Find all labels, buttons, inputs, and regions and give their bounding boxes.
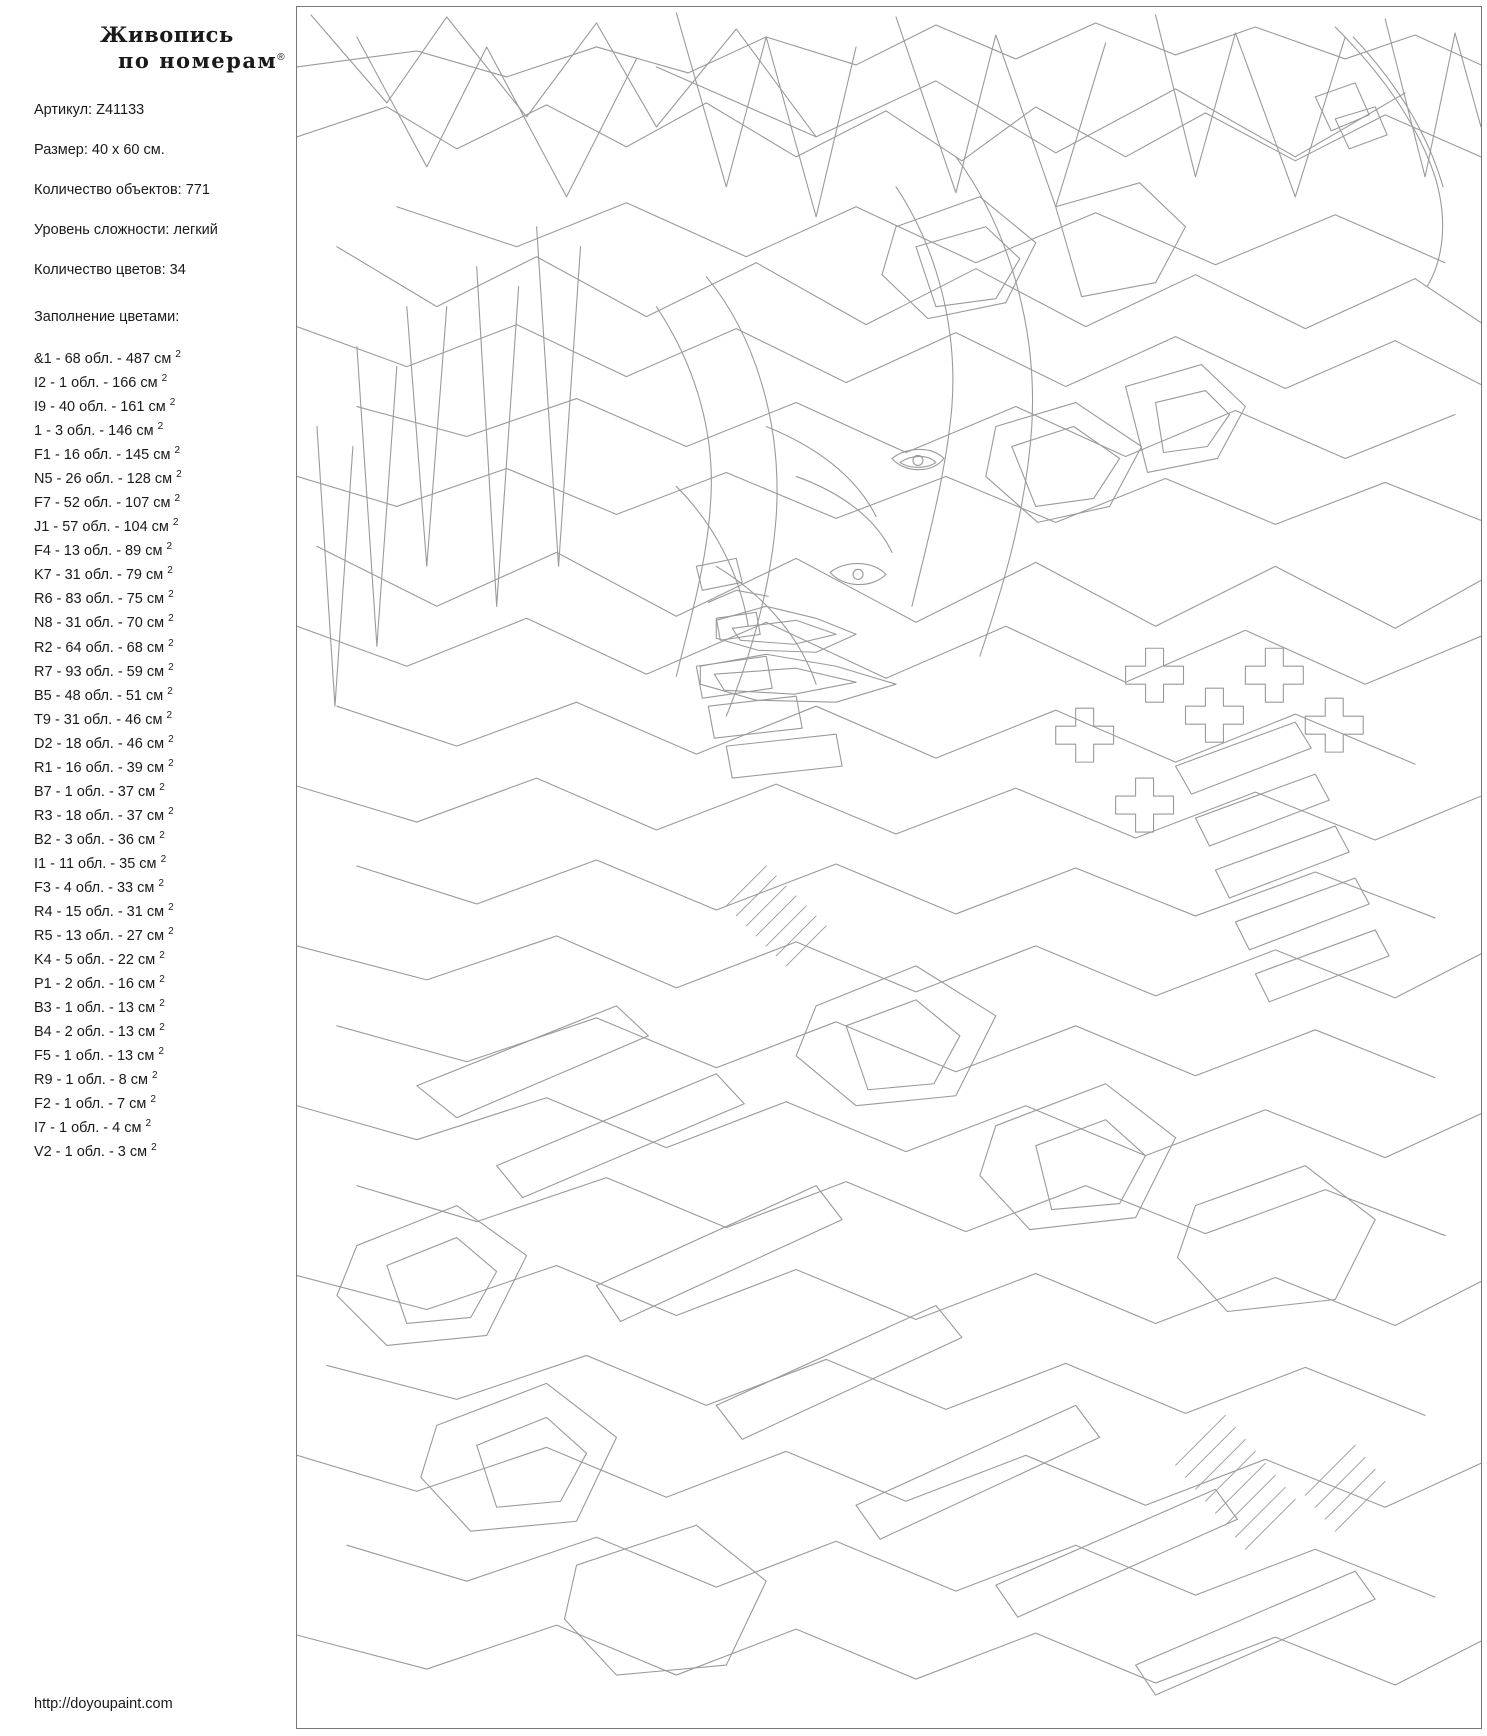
color-legend-superscript: 2 xyxy=(159,997,165,1009)
color-legend-item xyxy=(34,1042,320,1066)
color-legend-superscript: 2 xyxy=(176,469,182,481)
meta-article: Артикул: Z41133 xyxy=(34,101,145,118)
color-legend-item xyxy=(34,1018,320,1042)
color-legend-item xyxy=(34,826,320,850)
brand-line-2 xyxy=(118,48,320,74)
color-legend-item xyxy=(34,441,320,465)
color-legend-item xyxy=(34,658,320,682)
color-legend-superscript: 2 xyxy=(168,637,174,649)
color-legend-item xyxy=(34,609,320,633)
color-legend-text: F1 - 16 обл. - 145 см xyxy=(34,447,175,464)
color-legend-item xyxy=(34,1138,320,1162)
color-legend-superscript: 2 xyxy=(157,421,164,433)
color-legend-superscript: 2 xyxy=(160,853,167,865)
color-legend-text: K7 - 31 обл. - 79 см xyxy=(34,567,168,584)
color-legend-text: J1 - 57 обл. - 104 см xyxy=(34,519,173,536)
color-legend-text: F2 - 1 обл. - 7 см xyxy=(34,1095,151,1112)
color-legend-item xyxy=(34,922,320,946)
color-legend-text: I9 - 40 обл. - 161 см xyxy=(34,399,170,416)
color-legend-superscript: 2 xyxy=(168,589,174,601)
color-legend-item xyxy=(34,730,320,754)
color-legend-text: F7 - 52 обл. - 107 см xyxy=(34,495,175,512)
color-legend-item xyxy=(34,874,320,898)
color-legend-item xyxy=(34,634,320,658)
color-legend-superscript: 2 xyxy=(166,709,173,721)
color-legend-superscript: 2 xyxy=(172,517,179,529)
color-legend-text: D2 - 18 обл. - 46 см xyxy=(34,735,169,752)
color-legend-item xyxy=(34,561,320,585)
color-legend-text: 1 - 3 обл. - 146 см xyxy=(34,423,158,440)
color-legend-superscript: 2 xyxy=(169,397,176,409)
color-legend-item xyxy=(34,1066,320,1090)
color-legend-superscript: 2 xyxy=(168,925,174,937)
color-legend-text: &1 - 68 обл. - 487 см xyxy=(34,350,176,367)
fill-section-title: Заполнение цветами: xyxy=(34,309,180,326)
color-legend-item xyxy=(34,682,320,706)
artwork-canvas xyxy=(296,6,1482,1729)
color-legend-text: R2 - 64 обл. - 68 см xyxy=(34,639,169,656)
color-legend-superscript: 2 xyxy=(167,565,173,577)
color-legend-item xyxy=(34,345,320,369)
color-legend-superscript: 2 xyxy=(145,1118,152,1130)
color-legend-text: F5 - 1 обл. - 13 см xyxy=(34,1047,159,1064)
color-legend-item xyxy=(34,970,320,994)
color-legend-text: F3 - 4 обл. - 33 см xyxy=(34,879,159,896)
color-legend-superscript: 2 xyxy=(168,733,174,745)
color-legend-text: R7 - 93 обл. - 59 см xyxy=(34,663,169,680)
color-legend-text: I1 - 11 обл. - 35 см xyxy=(34,855,161,872)
color-legend-superscript: 2 xyxy=(151,1142,157,1154)
color-legend-superscript: 2 xyxy=(161,373,168,385)
color-legend-text: P1 - 2 обл. - 16 см xyxy=(34,975,160,992)
color-legend-superscript: 2 xyxy=(159,949,165,961)
color-legend-superscript: 2 xyxy=(174,493,181,505)
registered-mark: ® xyxy=(277,52,287,64)
color-legend-text: R3 - 18 обл. - 37 см xyxy=(34,807,169,824)
color-legend-superscript: 2 xyxy=(158,877,164,889)
color-legend-item xyxy=(34,754,320,778)
meta-colors: Количество цветов: 34 xyxy=(34,262,186,278)
color-legend-superscript: 2 xyxy=(168,661,174,673)
color-legend-item xyxy=(34,898,320,922)
color-legend-text: V2 - 1 обл. - 3 см xyxy=(34,1143,152,1160)
color-legend-superscript: 2 xyxy=(175,349,181,361)
color-legend-superscript: 2 xyxy=(168,757,174,769)
color-legend-text: B2 - 3 обл. - 36 см xyxy=(34,831,160,848)
color-legend-superscript: 2 xyxy=(150,1094,156,1106)
color-legend-item xyxy=(34,802,320,826)
brand-line-2-text: по номерам xyxy=(118,48,278,74)
color-legend-item xyxy=(34,850,320,874)
color-legend-superscript: 2 xyxy=(168,805,174,817)
color-legend-superscript: 2 xyxy=(174,445,181,457)
color-legend-text: I2 - 1 обл. - 166 см xyxy=(34,374,162,391)
brand-logo xyxy=(100,22,320,75)
color-legend-superscript: 2 xyxy=(151,1070,158,1082)
color-legend-superscript: 2 xyxy=(159,781,165,793)
color-legend-item xyxy=(34,1114,320,1138)
color-legend-superscript: 2 xyxy=(168,901,174,913)
color-legend-text: I7 - 1 обл. - 4 см xyxy=(34,1119,146,1136)
color-legend-superscript: 2 xyxy=(159,973,165,985)
footer-website-url: http://doyoupaint.com xyxy=(34,1696,173,1712)
color-legend-item xyxy=(34,417,320,441)
color-legend-text: B4 - 2 обл. - 13 см xyxy=(34,1023,160,1040)
color-legend-text: R5 - 13 обл. - 27 см xyxy=(34,927,169,944)
color-legend-superscript: 2 xyxy=(159,1022,165,1033)
color-legend-text: R6 - 83 обл. - 75 см xyxy=(34,591,169,608)
color-legend-superscript: 2 xyxy=(167,685,173,697)
color-legend-text: T9 - 31 обл. - 46 см xyxy=(34,711,167,728)
color-legend-text: B3 - 1 обл. - 13 см xyxy=(34,999,160,1016)
meta-difficulty: Уровень сложности: легкий xyxy=(34,221,218,238)
color-legend-item xyxy=(34,585,320,609)
color-legend-item xyxy=(34,489,320,513)
color-legend-item xyxy=(34,706,320,730)
color-legend-item xyxy=(34,513,320,537)
color-legend-superscript: 2 xyxy=(166,541,173,553)
brand-line-1: Живопись xyxy=(100,22,234,47)
color-legend-text: F4 - 13 обл. - 89 см xyxy=(34,543,167,560)
color-legend-item xyxy=(34,369,320,393)
meta-objects: Количество объектов: 771 xyxy=(34,181,210,198)
color-legend-text: R9 - 1 обл. - 8 см xyxy=(34,1071,152,1088)
color-legend-text: B5 - 48 обл. - 51 см xyxy=(34,687,168,704)
product-meta xyxy=(34,101,320,280)
color-legend-item xyxy=(34,946,320,970)
color-legend-item xyxy=(34,994,320,1018)
meta-size: Размер: 40 x 60 см. xyxy=(34,141,165,158)
color-legend-text: R1 - 16 обл. - 39 см xyxy=(34,759,169,776)
info-panel xyxy=(0,0,330,1736)
color-legend-text: R4 - 15 обл. - 31 см xyxy=(34,903,169,920)
color-legend-list xyxy=(34,345,320,1162)
color-legend-text: N8 - 31 обл. - 70 см xyxy=(34,615,169,632)
outline-drawing xyxy=(297,7,1481,1728)
color-legend-superscript: 2 xyxy=(159,829,165,841)
color-legend-text: B7 - 1 обл. - 37 см xyxy=(34,783,160,800)
color-legend-item xyxy=(34,393,320,417)
color-legend-item xyxy=(34,465,320,489)
color-legend-text: N5 - 26 обл. - 128 см xyxy=(34,471,177,488)
color-legend-item xyxy=(34,778,320,802)
color-legend-item xyxy=(34,537,320,561)
color-legend-text: K4 - 5 обл. - 22 см xyxy=(34,951,160,968)
color-legend-superscript: 2 xyxy=(158,1046,164,1058)
color-legend-item xyxy=(34,1090,320,1114)
color-legend-superscript: 2 xyxy=(168,613,174,625)
